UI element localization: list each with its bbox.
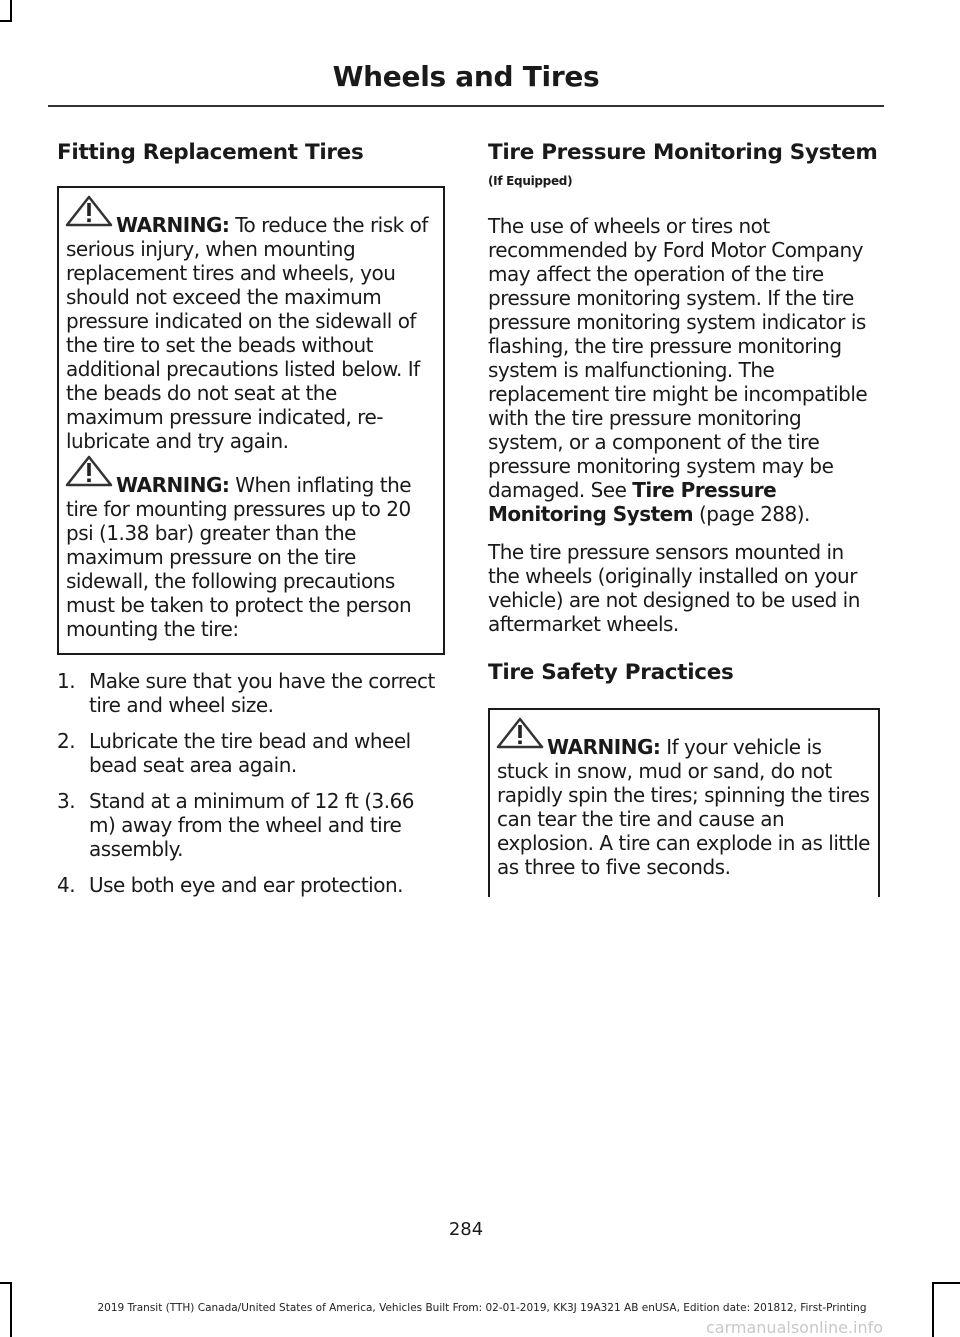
step-text: Make sure that you have the correct tire and wheel size. — [89, 669, 435, 717]
crop-mark — [932, 1282, 934, 1337]
tpms-paragraph — [488, 214, 880, 526]
section-heading-tpms — [488, 140, 880, 194]
step-text: Lubricate the tire bead and wheel bead seat area again. — [89, 729, 411, 777]
warning-body: To reduce the risk of serious injury, when mounting replacement tires and wheels, you should not exceed the maximum pressure indicated on the sidewall of the tire to set the beads without additional precautions listed below. If the beads do not seat at the maximum pressure indicated, re-lubricate and try again. — [66, 213, 428, 453]
paragraph-text: The use of wheels or tires not recommended by Ford Motor Company may affect the operation of the tire pressure monitoring system. If the tire pressure monitoring system indicator is flashing, the tire pressure monitoring system is malfunctioning. The replacement tire might be incompatible with the tire pressure monitoring system, or a component of the tire pressure monitoring system may be damaged. See — [488, 214, 868, 502]
list-item — [57, 873, 445, 897]
warning-triangle-icon — [495, 717, 545, 749]
warning-body: When inflating the tire for mounting pressures up to 20 psi (1.38 bar) greater than the maximum pressure on the tire sidewall, the following precautions must be taken to protect the person mounting the tire: — [66, 473, 412, 641]
step-number: 3. — [57, 789, 76, 813]
header-rule — [48, 105, 884, 107]
page-number: 284 — [448, 1219, 484, 1240]
warning-item — [66, 473, 436, 641]
page-title: Wheels and Tires — [332, 60, 600, 93]
warning-triangle-icon — [64, 195, 114, 227]
warning-text — [497, 735, 871, 879]
heading-suffix: (If Equipped) — [488, 174, 573, 188]
step-text: Use both eye and ear protection. — [89, 873, 403, 897]
heading-text: Tire Pressure Monitoring System — [488, 140, 878, 165]
crop-mark — [932, 1282, 960, 1284]
list-item — [57, 729, 445, 777]
precaution-steps-list — [57, 669, 445, 897]
page-reference: (page 288). — [693, 502, 810, 526]
step-text: Stand at a minimum of 12 ft (3.66 m) away from the wheel and tire assembly. — [89, 789, 415, 861]
warning-label: WARNING: — [116, 213, 230, 237]
step-number: 4. — [57, 873, 76, 897]
warning-label: WARNING: — [116, 473, 230, 497]
warning-text — [66, 473, 436, 641]
list-item — [57, 669, 445, 717]
warning-item — [66, 213, 436, 453]
cross-reference-link[interactable]: Tire Pressure Monitoring System — [488, 478, 777, 526]
warning-box — [57, 186, 445, 655]
warning-text — [66, 213, 436, 453]
section-heading-fitting: Fitting Replacement Tires — [57, 140, 364, 165]
list-item — [57, 789, 445, 861]
step-number: 1. — [57, 669, 76, 693]
watermark: carmanualsonline.info — [706, 1318, 884, 1337]
warning-body: If your vehicle is stuck in snow, mud or sand, do not rapidly spin the tires; spinning the tires can tear the tire and cause an explosion. A tire can explode in as little as three to five seconds. — [497, 735, 870, 879]
footer-edition-info: 2019 Transit (TTH) Canada/United States of America, Vehicles Built From: 02-01-2019, KK3J 19A321 AB enUSA, Edition date: 201812, First-Printing — [97, 1302, 867, 1314]
crop-mark — [0, 20, 12, 22]
warning-item — [497, 735, 871, 879]
right-column — [488, 140, 880, 897]
left-column — [57, 140, 445, 909]
crop-mark — [10, 0, 12, 20]
warning-label: WARNING: — [547, 735, 661, 759]
crop-mark — [10, 1282, 12, 1337]
section-heading-safety: Tire Safety Practices — [488, 660, 734, 685]
warning-box — [488, 708, 880, 897]
warning-triangle-icon — [64, 455, 114, 487]
crop-mark — [0, 1282, 12, 1284]
step-number: 2. — [57, 729, 76, 753]
sensors-paragraph: The tire pressure sensors mounted in the wheels (originally installed on your vehicle) are not designed to be used in aftermarket wheels. — [488, 540, 860, 636]
